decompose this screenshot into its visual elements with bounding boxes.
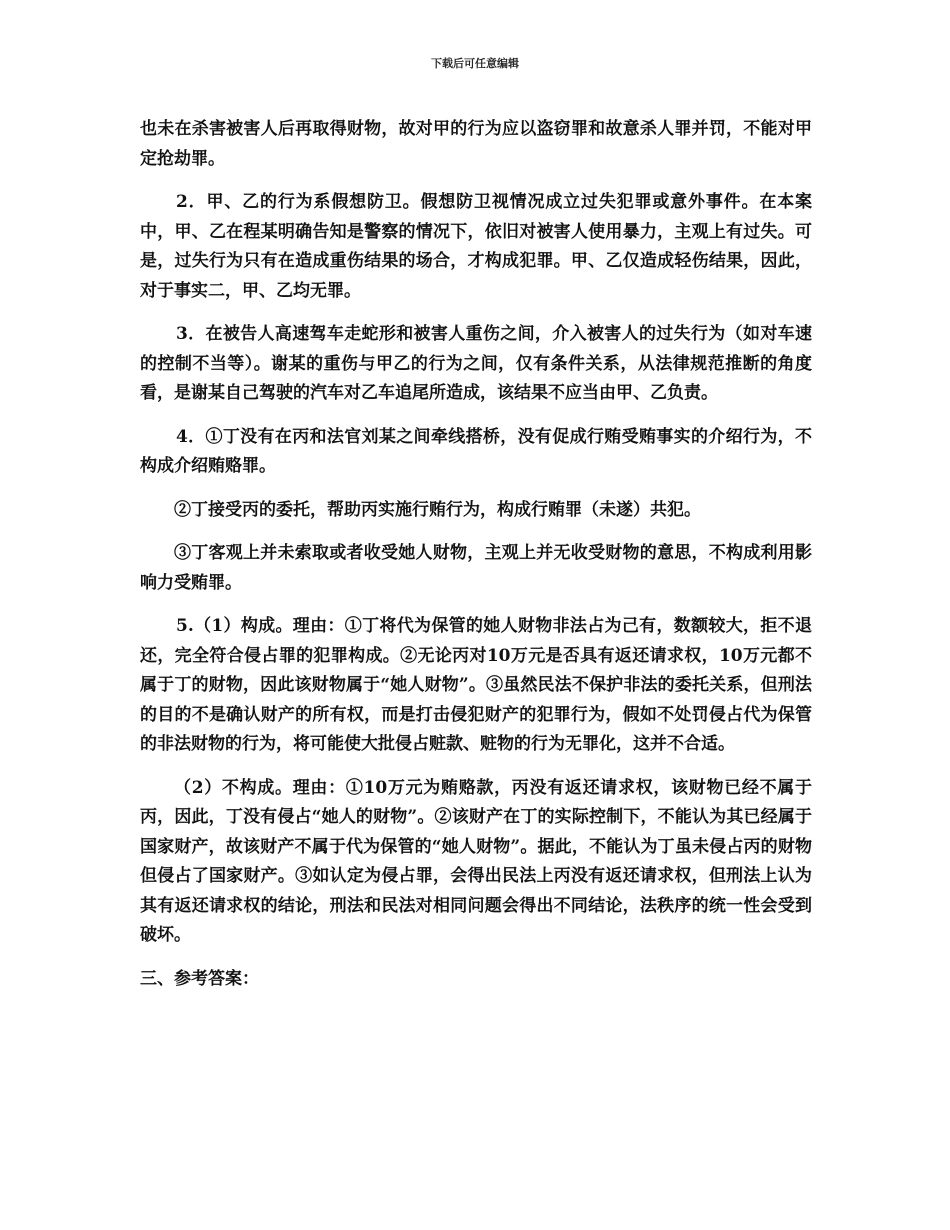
paragraph-answer-5-1: 5.（1）构成。理由：①丁将代为保管的她人财物非法占为己有，数额较大，拒不退还，完全符合侵占罪的犯罪构成。②无论丙对10万元是否具有返还请求权，10万元都不属于丁的财物，因此该财物属于“她人财物”。③虽然民法不保护非法的委托关系，但刑法的目的不是确认财产的所有权，而是打击侵犯财产的犯罪行为，假如不处罚侵占代为保管的非法财物的行为，将可能使大批侵占赃款、赃物的行为无罪化，这并不合适。 — [140, 616, 812, 754]
paragraph-answer-3: 3．在被告人高速驾车走蛇形和被害人重伤之间，介入被害人的过失行为（如对车速的控制不当等）。谢某的重伤与甲乙的行为之间，仅有条件关系，从法律规范推断的角度看，是谢某自己驾驶的汽车对乙车追尾所造成，该结果不应当由甲、乙负责。 — [140, 324, 812, 403]
paragraph-answer-4-2: ②丁接受丙的委托，帮助丙实施行贿行为，构成行贿罪（未遂）共犯。 — [174, 499, 701, 520]
paragraph-answer-5-2: （2）不构成。理由：①10万元为贿赂款，丙没有返还请求权，该财物已经不属于丙，因此，丁没有侵占“她人的财物”。②该财产在丁的实际控制下，不能认为其已经属于国家财产，故该财产不属于代为保管的“她人财物”。据此，不能认为丁虽未侵占丙的财物但侵占了国家财产。③如认定为侵占罪，会得出民法上丙没有返还请求权，但刑法上认为其有返还请求权的结论，刑法和民法对相同问题会得出不同结论，法秩序的统一性会受到破坏。 — [140, 777, 812, 945]
document-body — [140, 115, 812, 1008]
paragraph-answer-4-3: ③丁客观上并未索取或者收受她人财物，主观上并无收受财物的意思，不构成利用影响力受贿罪。 — [140, 543, 812, 593]
section-heading-reference-answers: 三、参考答案： — [140, 968, 259, 989]
paragraph-answer-2: 2．甲、乙的行为系假想防卫。假想防卫视情况成立过失犯罪或意外事件。在本案中，甲、乙在程某明确告知是警察的情况下，依旧对被害人使用暴力，主观上有过失。可是，过失行为只有在造成重伤结果的场合，才构成犯罪。甲、乙仅造成轻伤结果，因此，对于事实二，甲、乙均无罪。 — [140, 192, 812, 301]
page-header: 下载后可任意编辑 — [431, 57, 519, 70]
paragraph-answer-4-1: 4．①丁没有在丙和法官刘某之间牵线搭桥，没有促成行贿受贿事实的介绍行为，不构成介绍贿赂罪。 — [140, 426, 812, 476]
paragraph-continuation: 也未在杀害被害人后再取得财物，故对甲的行为应以盗窃罪和故意杀人罪并罚，不能对甲定抢劫罪。 — [140, 119, 812, 169]
